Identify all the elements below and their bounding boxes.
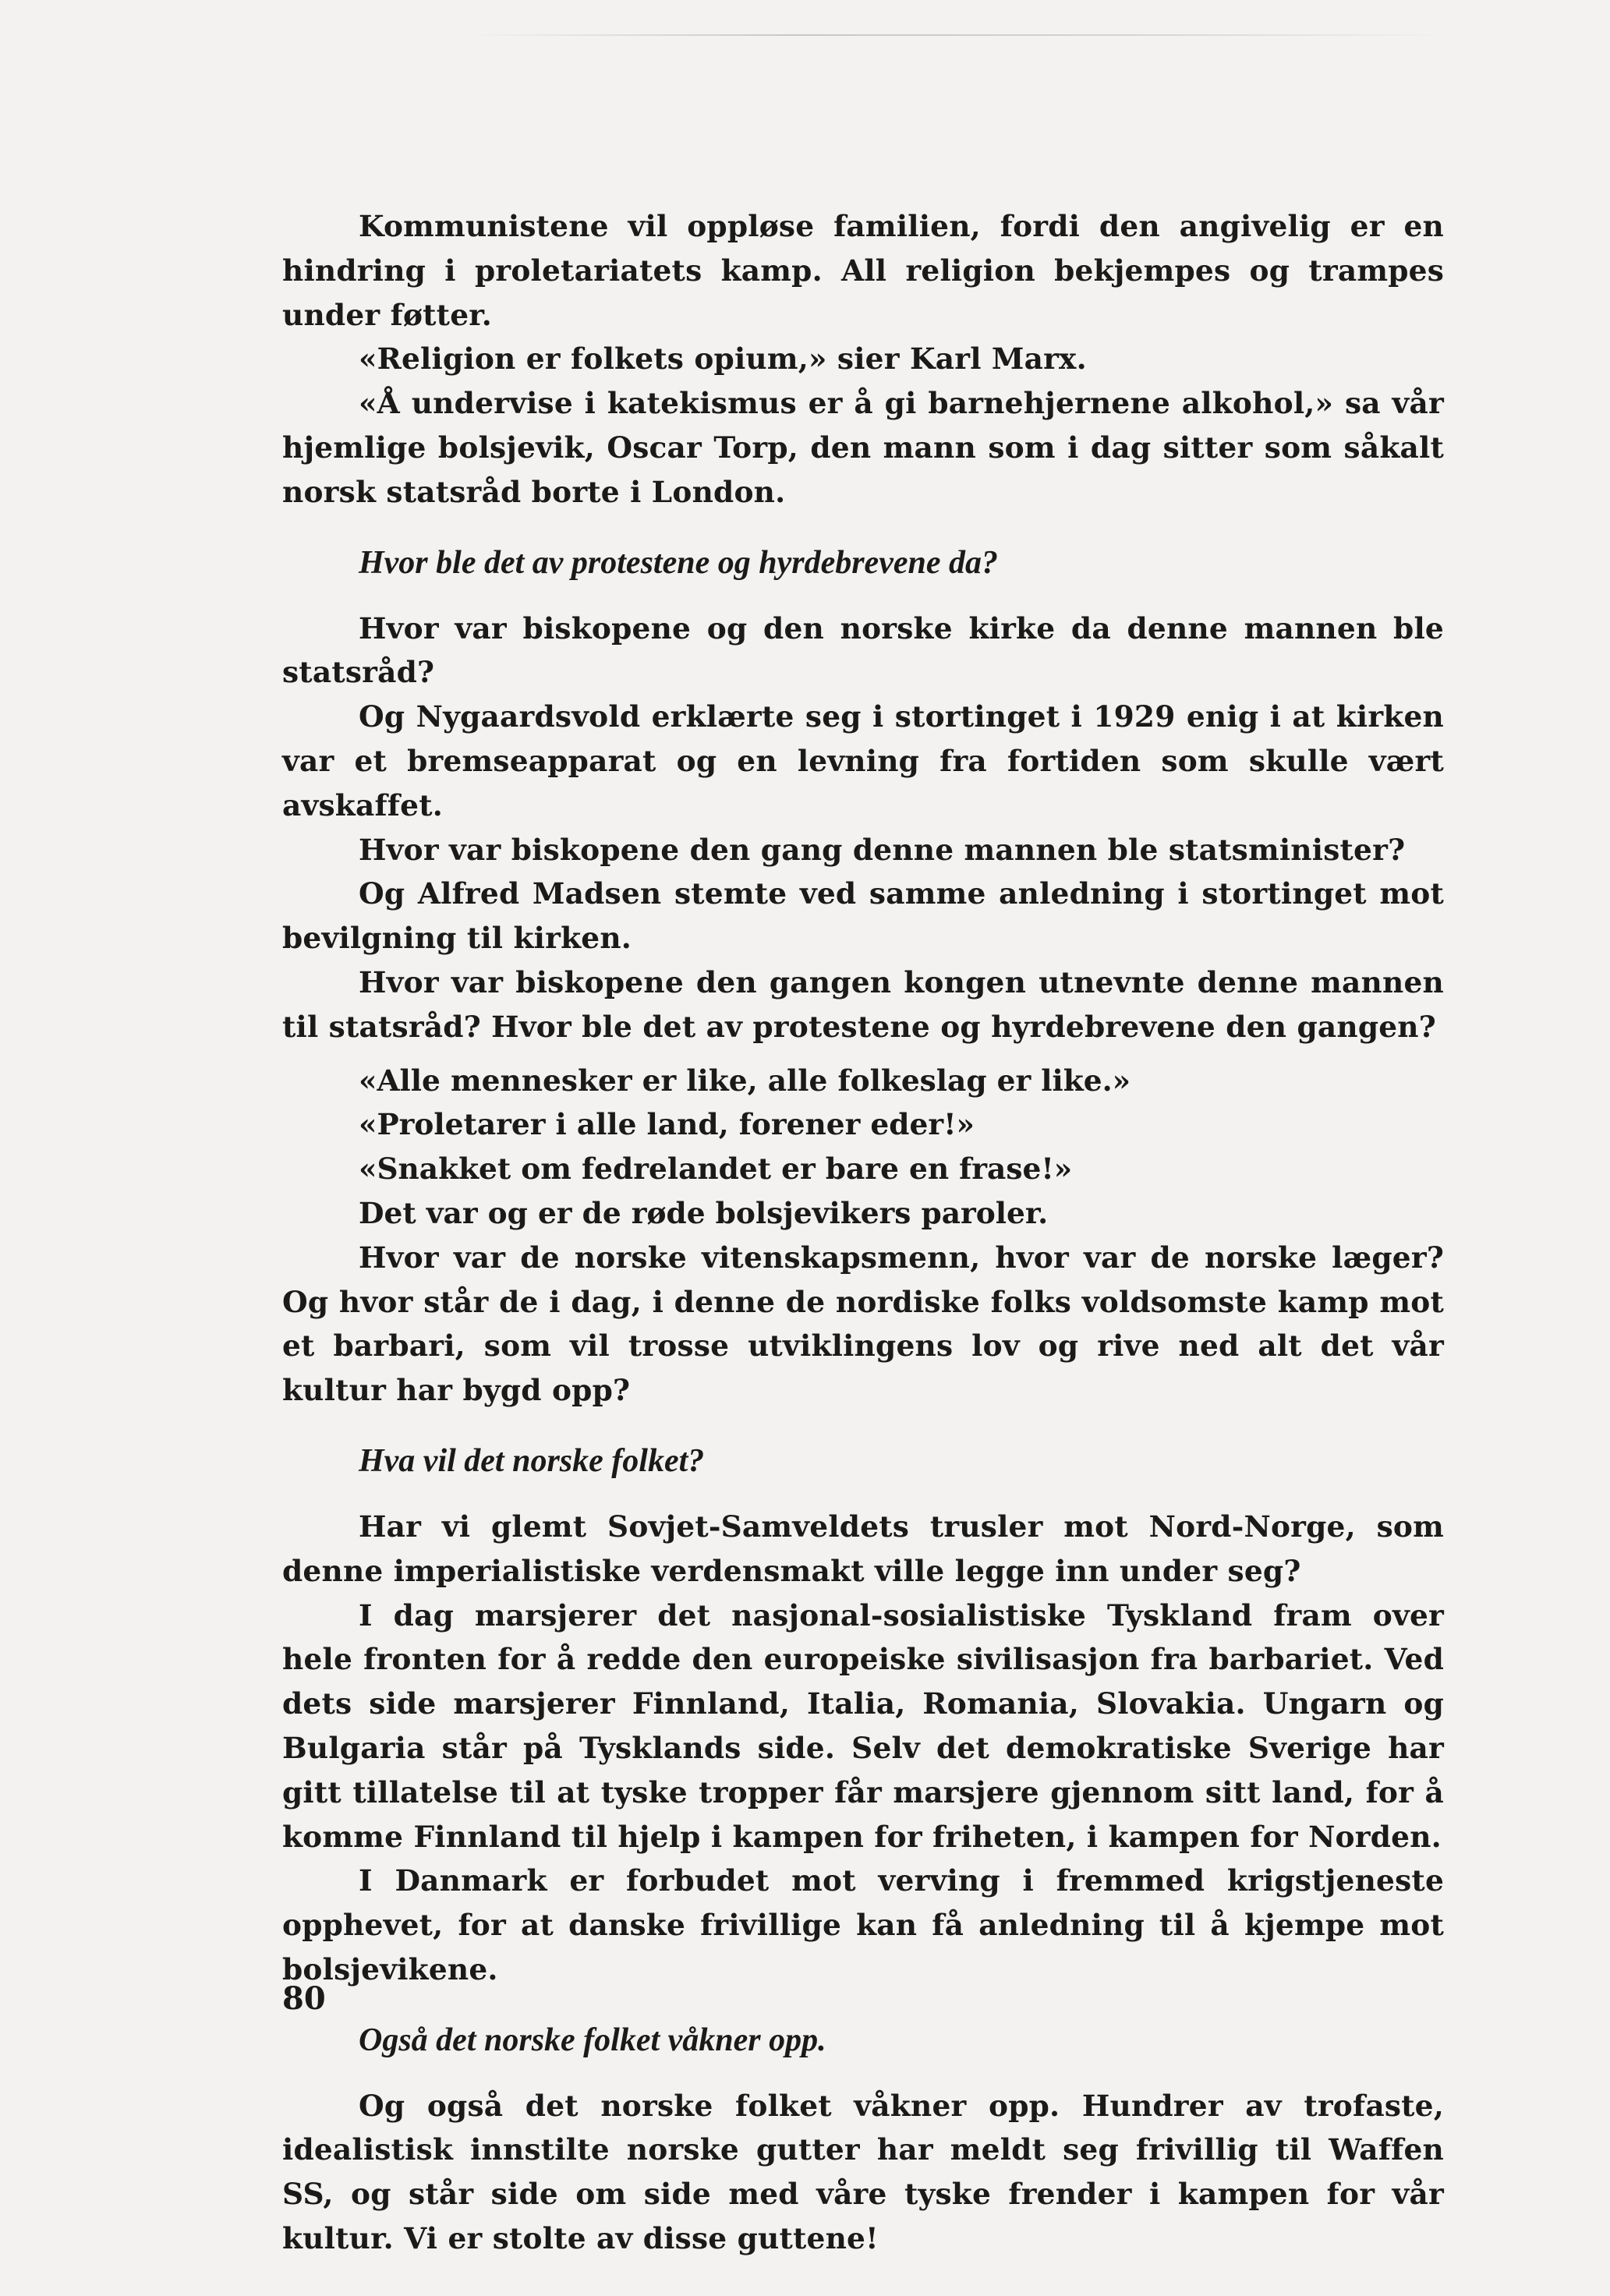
paragraph-s2-2: I dag marsjerer det nasjonal-sosialistiske Tyskland fram over hele fronten for å redde den europeiske sivilisasjon fra barbariet. Ved dets side marsjerer Finnland, Italia, Romania, Slovakia. Ungarn og Bulgaria står på Tysklands side. Selv det demokratiske Sverige har gitt tillatelse til at tyske tropper får marsjere gjennom sitt land, for å komme Finnland til hjelp i kampen for friheten, i kampen for Norden.: [282, 1597, 1444, 1854]
page-number: 80: [282, 1980, 326, 2017]
paragraph-s1-4: Og Alfred Madsen stemte ved samme anledning i stortinget mot bevilgning til kirken.: [282, 876, 1444, 956]
paragraph-intro-1: Kommunistene vil oppløse familien, fordi den angivelig er en hindring i proletariatets kamp. All religion bekjempes og trampes under føtter.: [282, 209, 1444, 332]
quote-1: «Alle mennesker er like, alle folkeslag er like.»: [359, 1063, 1131, 1098]
quote-4: Det var og er de røde bolsjevikers paroler.: [359, 1195, 1049, 1230]
paragraph-s1-3: Hvor var biskopene den gang denne mannen ble statsminister?: [359, 832, 1406, 867]
paragraph-s1-1: Hvor var biskopene og den norske kirke da denne mannen ble statsråd?: [282, 610, 1444, 690]
paragraph-s1-closing: Hvor var de norske vitenskapsmenn, hvor var de norske læger? Og hvor står de i dag, i denne de nordiske folks voldsomste kamp mot et barbari, som vil trosse utviklingens lov og rive ned alt det vår kultur har bygd opp?: [282, 1240, 1444, 1408]
paragraph-s1-5: Hvor var biskopene den gangen kongen utnevnte denne mannen til statsråd? Hvor ble det av protestene og hyrdebrevene den gangen?: [282, 964, 1444, 1044]
paragraph-intro-2: «Religion er folkets opium,» sier Karl Marx.: [359, 341, 1087, 377]
paragraph-s3-1: Og også det norske folket våkner opp. Hundrer av trofaste, idealistisk innstilte norske gutter har meldt seg frivillig til Waffen SS, og står side om side med våre tyske frender i kampen for vår kultur. Vi er stolte av disse guttene!: [282, 2088, 1444, 2256]
scan-edge-line: [468, 34, 1450, 36]
quote-2: «Proletarer i alle land, forener eder!»: [359, 1107, 975, 1142]
paragraph-s2-1: Har vi glemt Sovjet-Samveldets trusler mot Nord-Norge, som denne imperialistiske verdensmakt ville legge inn under seg?: [282, 1509, 1444, 1588]
section-heading-2: Hva vil det norske folket?: [359, 1442, 705, 1479]
paragraph-s1-2: Og Nygaardsvold erklærte seg i stortinget i 1929 enig i at kirken var et bremseapparat og en levning fra fortiden som skulle vært avskaffet.: [282, 699, 1444, 823]
section-heading-1: Hvor ble det av protestene og hyrdebrevene da?: [359, 544, 998, 581]
paragraph-intro-3: «Å undervise i katekismus er å gi barnehjernene alkohol,» sa vår hjemlige bolsjevik, Oscar Torp, den mann som i dag sitter som såkalt norsk statsråd borte i London.: [282, 386, 1444, 509]
quote-3: «Snakket om fedrelandet er bare en frase!»: [359, 1152, 1073, 1187]
paragraph-s2-3: I Danmark er forbudet mot verving i fremmed krigstjeneste opphevet, for at danske frivillige kan få anledning til å kjempe mot bolsjevikene.: [282, 1863, 1444, 1986]
section-heading-3: Også det norske folket våkner opp.: [359, 2022, 826, 2058]
page-body: [282, 204, 1444, 2261]
